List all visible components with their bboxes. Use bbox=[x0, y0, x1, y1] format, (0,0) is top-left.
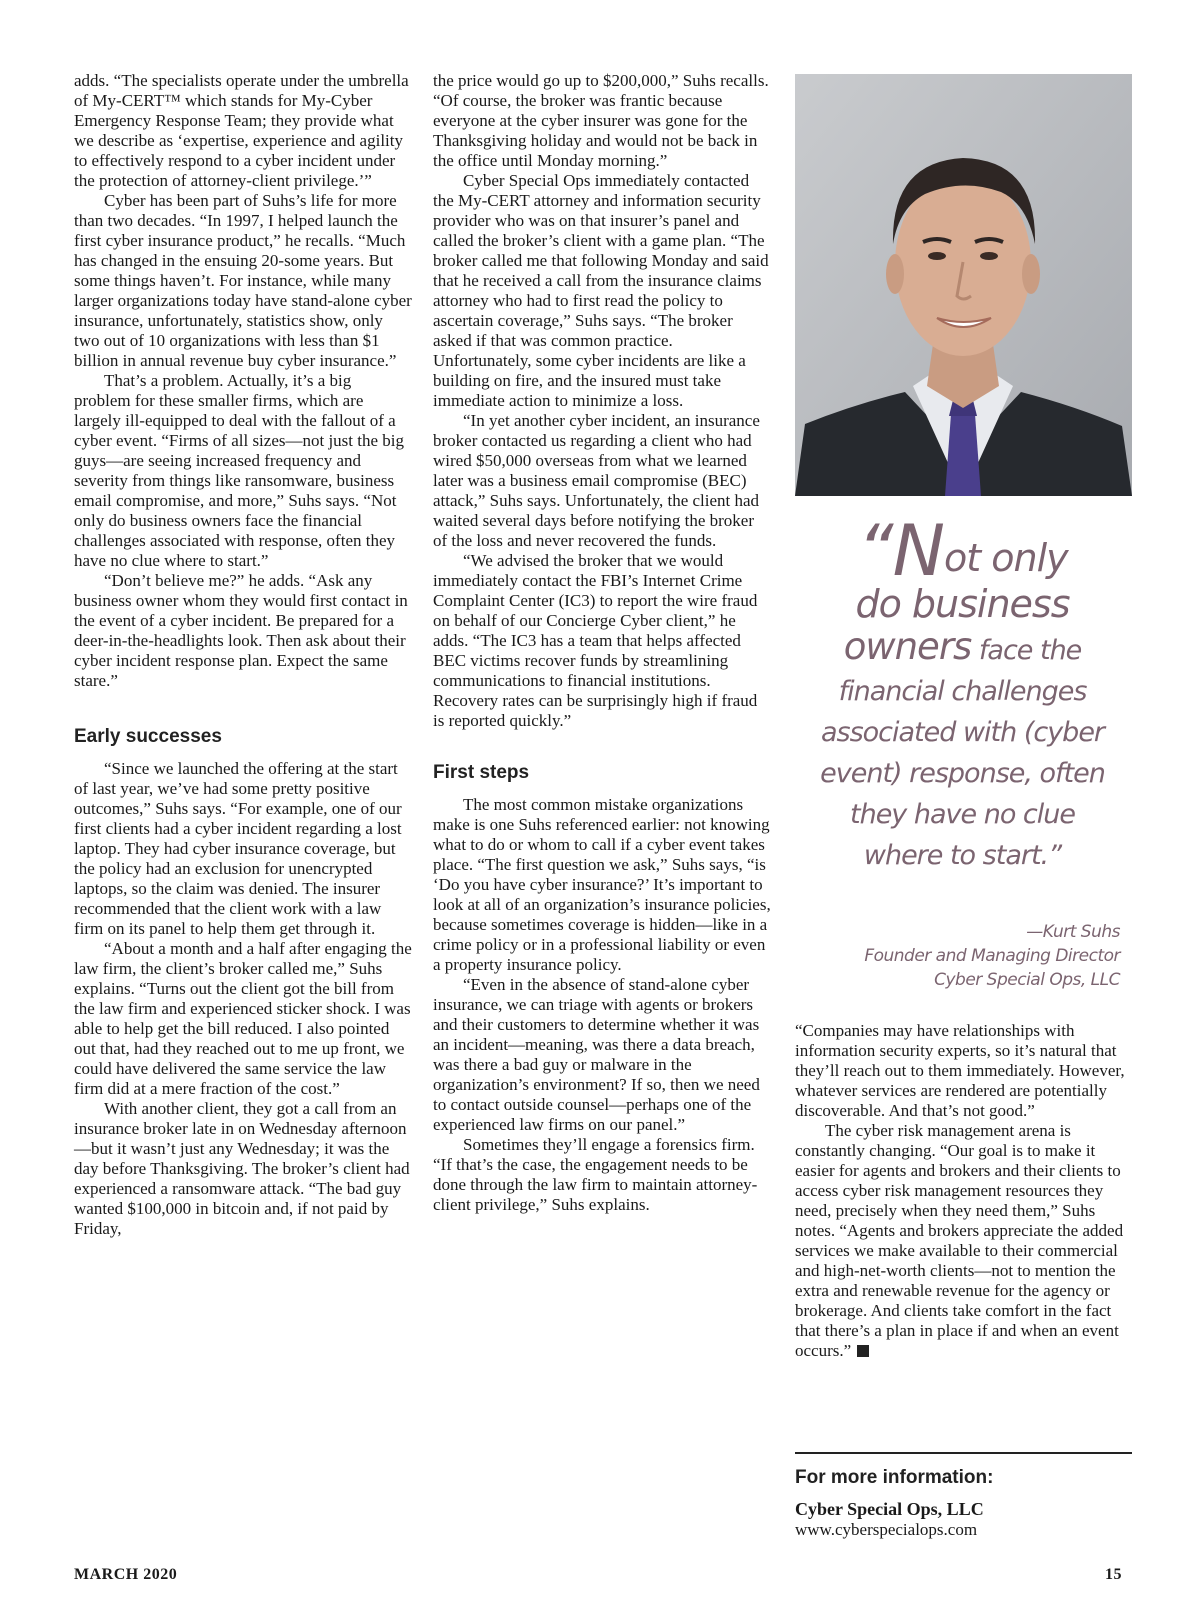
pull-quote-line-3: owners face the bbox=[843, 625, 1082, 668]
pull-quote-line-4: financial challenges bbox=[838, 676, 1087, 707]
footer-issue-date: MARCH 2020 bbox=[74, 1566, 178, 1583]
body-paragraph: The cyber risk management arena is constantly changing. “Our goal is to make it easier for agents and brokers and their clients to access cyber risk management resources they need, precisely when they need them,” Suhs notes. “Agents and brokers appreciate the added services we make available to their commercial and high-net-worth clients—not to mention the extra and renewable revenue for the agency or brokerage. And clients take comfort in the fact that there’s a plan in place if and when an event occurs.” bbox=[795, 1121, 1124, 1360]
body-paragraph: Cyber Special Ops immediately contacted the My-CERT attorney and information security provider who was on that insurer’s panel and called the broker’s client with a game plan. “The broker called me that following Monday and said that he received a call from the insurance claims attorney who had to first read the policy to ascertain coverage,” Suhs says. “The broker asked if that was common practice. Unfortunately, some cyber incidents are like a building on fire, and the insured must take immediate action to minimize a loss. bbox=[433, 171, 769, 410]
footer-page-number: 15 bbox=[1105, 1566, 1122, 1583]
article-column-2 bbox=[433, 71, 771, 1215]
more-info-company: Cyber Special Ops, LLC bbox=[795, 1499, 984, 1519]
section-heading-early-successes: Early successes bbox=[74, 726, 222, 747]
pull-quote-dropcap: “N bbox=[857, 510, 945, 592]
attribution-title: Founder and Managing Director bbox=[864, 946, 1120, 966]
body-paragraph: Cyber has been part of Suhs’s life for more than two decades. “In 1997, I helped launch the first cyber insurance product,” he recalls. “Much has changed in the ensuing 20-some years. But some things haven’t. For instance, while many larger organizations today have stand-alone cyber insurance, unfortunately, statistics show, only two out of 10 organizations with less than $1 billion in annual revenue buy cyber insurance.” bbox=[74, 191, 412, 370]
body-paragraph: “In yet another cyber incident, an insurance broker contacted us regarding a client who had wired $50,000 overseas from what we learned later was a business email compromise (BEC) attack,” Suhs says. Unfortunately, the client had waited several days before notifying the broker of the loss and never recovered the funds. bbox=[433, 411, 760, 550]
body-paragraph: “We advised the broker that we would immediately contact the FBI’s Internet Crime Complaint Center (IC3) to report the wire fraud on behalf of our Concierge Cyber client,” he adds. “The IC3 has a team that helps affected BEC victims recover funds by streamlining communications to financial institutions. Recovery rates can be surprisingly high if fraud is reported quickly.” bbox=[433, 551, 758, 730]
body-paragraph: adds. “The specialists operate under the umbrella of My-CERT™ which stands for My-Cyber Emergency Response Team; they provide what we describe as ‘expertise, experience and agility to effectively respond to a cyber incident under the protection of attorney-client privilege.’” bbox=[74, 71, 409, 190]
body-paragraph: “Since we launched the offering at the start of last year, we’ve had some pretty positive outcomes,” Suhs says. “For example, one of our first clients had a cyber incident regarding a lost laptop. They had cyber insurance coverage, but the policy had an exclusion for unencrypted laptops, so the claim was denied. The insurer recommended that the client work with a law firm on its panel to help them get through it. bbox=[74, 759, 402, 938]
quote-attribution bbox=[780, 920, 1120, 992]
section-heading-first-steps: First steps bbox=[433, 762, 530, 783]
body-paragraph: “Don’t believe me?” he adds. “Ask any business owner whom they would first contact in the event of a cyber incident. Be prepared for a deer-in-the-headlights look. Then ask about their cyber incident response plan. Expect the same stare.” bbox=[74, 571, 408, 690]
pull-quote-line-6: event) response, often bbox=[820, 758, 1105, 789]
pull-quote-line-8: where to start.” bbox=[863, 840, 1062, 871]
end-of-article-mark bbox=[857, 1345, 869, 1357]
pull-quote bbox=[790, 510, 1135, 876]
portrait-photo bbox=[795, 74, 1132, 496]
attribution-company: Cyber Special Ops, LLC bbox=[934, 970, 1120, 990]
more-info-heading: For more information: bbox=[795, 1467, 994, 1488]
pull-quote-line-2: do business bbox=[855, 582, 1070, 626]
pull-quote-line-7: they have no clue bbox=[850, 799, 1075, 830]
article-column-1 bbox=[74, 71, 412, 1239]
article-column-3 bbox=[795, 1021, 1133, 1361]
body-paragraph: Sometimes they’ll engage a forensics firm. “If that’s the case, the engagement needs to be done through the law firm to maintain attorney-client privilege,” Suhs explains. bbox=[433, 1135, 758, 1214]
more-info-box bbox=[795, 1452, 1132, 1540]
body-paragraph: “Even in the absence of stand-alone cyber insurance, we can triage with agents or brokers and their customers to determine whether it was an incident—meaning, was there a data breach, was there a bad guy or malware in the organization’s environment? If so, then we need to contact outside counsel—perhaps one of the experienced law firms on our panel.” bbox=[433, 975, 760, 1134]
attribution-name: —Kurt Suhs bbox=[1026, 922, 1120, 942]
body-paragraph: “Companies may have relationships with information security experts, so it’s natural that they’ll reach out to them immediately. However, whatever services are rendered are potentially discoverable. And that’s not good.” bbox=[795, 1021, 1125, 1120]
body-paragraph: That’s a problem. Actually, it’s a big problem for these smaller firms, which are largely ill-equipped to deal with the fallout of a cyber event. “Firms of all sizes—not just the big guys—are seeing increased frequency and severity from things like ransomware, business email compromise, and more,” Suhs says. “Not only do business owners face the financial challenges associated with response, often they have no clue where to start.” bbox=[74, 371, 405, 570]
pull-quote-line-1: “Not only bbox=[857, 510, 1068, 592]
body-paragraph: “About a month and a half after engaging the law firm, the client’s broker called me,” Suhs explains. “Turns out the client got the bill from the law firm and experienced sticker shock. I was able to help get the bill reduced. I also pointed out that, had they reached out to me up front, we could have delivered the same service the law firm did at a mere fraction of the cost.” bbox=[74, 939, 412, 1098]
more-info-website[interactable]: www.cyberspecialops.com bbox=[795, 1520, 978, 1539]
body-paragraph: With another client, they got a call from an insurance broker late in on Wednesday afternoon—but it wasn’t just any Wednesday; it was the day before Thanksgiving. The broker’s client had experienced a ransomware attack. “The bad guy wanted $100,000 in bitcoin and, if not paid by Friday, bbox=[74, 1099, 410, 1238]
body-paragraph: the price would go up to $200,000,” Suhs recalls. “Of course, the broker was frantic because everyone at the cyber insurer was gone for the Thanksgiving holiday and would not be back in the office until Monday morning.” bbox=[433, 71, 769, 170]
body-paragraph: The most common mistake organizations make is one Suhs referenced earlier: not knowing what to do or whom to call if a cyber event takes place. “The first question we ask,” Suhs says, “is ‘Do you have cyber insurance?’ It’s important to look at all of an organization’s insurance policies, because sometimes coverage is hidden—like in a crime policy or in a professional liability or even a property insurance policy. bbox=[433, 795, 771, 974]
pull-quote-line-5: associated with (cyber bbox=[820, 717, 1105, 748]
portrait-illustration bbox=[795, 74, 1132, 496]
